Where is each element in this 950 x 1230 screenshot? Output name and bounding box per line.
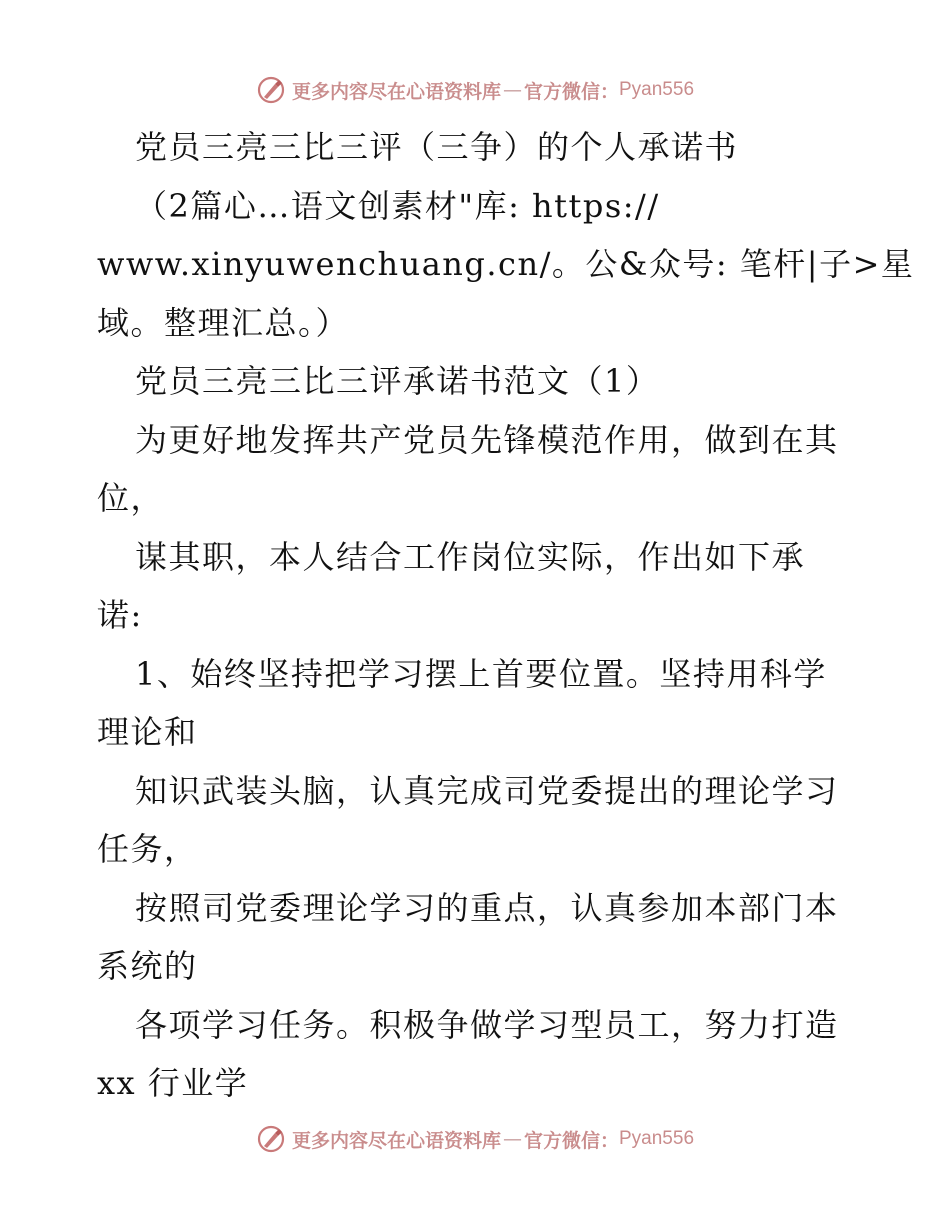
document-line: 各项学习任务。积极争做学习型员工，努力打造 <box>135 1005 839 1044</box>
document-line: 党员三亮三比三评（三争）的个人承诺书 <box>135 128 739 166</box>
document-line: 知识武装头脑，认真完成司党委提出的理论学习 <box>135 771 839 810</box>
watermark-separator: — <box>502 1128 522 1150</box>
pen-circle-logo-icon <box>256 1124 286 1154</box>
document-line: 党员三亮三比三评承诺书范文（1） <box>135 362 660 400</box>
pen-circle-logo-icon <box>256 75 286 105</box>
document-line: 按照司党委理论学习的重点，认真参加本部门本 <box>135 888 839 927</box>
document-body <box>97 118 915 1113</box>
document-line: 任务， <box>97 830 198 868</box>
watermark-text: 更多内容尽在心语资料库 <box>291 1129 501 1152</box>
watermark-banner-top <box>0 70 950 110</box>
document-line: 诺: <box>97 596 143 634</box>
document-line: 域。整理汇总。） <box>97 303 350 342</box>
watermark-wechat-id: Pyan556 <box>619 79 695 100</box>
document-line: xx 行业学 <box>97 1064 249 1102</box>
watermark-banner-bottom <box>0 1119 950 1159</box>
watermark-wechat-label: 官方微信： <box>523 1129 619 1152</box>
document-line: 谋其职，本人结合工作岗位实际，作出如下承 <box>135 537 806 576</box>
document-line: 1、始终坚持把学习摆上首要位置。坚持用科学 <box>135 654 827 693</box>
document-line: 为更好地发挥共产党员先锋模范作用，做到在其 <box>135 420 839 459</box>
document-line: （2篇心…语文创素材"库: https:// <box>135 186 660 225</box>
watermark-wechat-label: 官方微信： <box>523 80 619 103</box>
document-line: 系统的 <box>97 947 198 985</box>
document-line: 位， <box>97 479 165 517</box>
watermark-wechat-id: Pyan556 <box>619 1128 695 1149</box>
document-line: 理论和 <box>97 713 198 751</box>
watermark-text: 更多内容尽在心语资料库 <box>291 80 501 103</box>
document-line: www.xinyuwenchuang.cn/。公&众号: 笔杆|子>星 <box>97 245 915 283</box>
watermark-separator: — <box>502 79 522 101</box>
